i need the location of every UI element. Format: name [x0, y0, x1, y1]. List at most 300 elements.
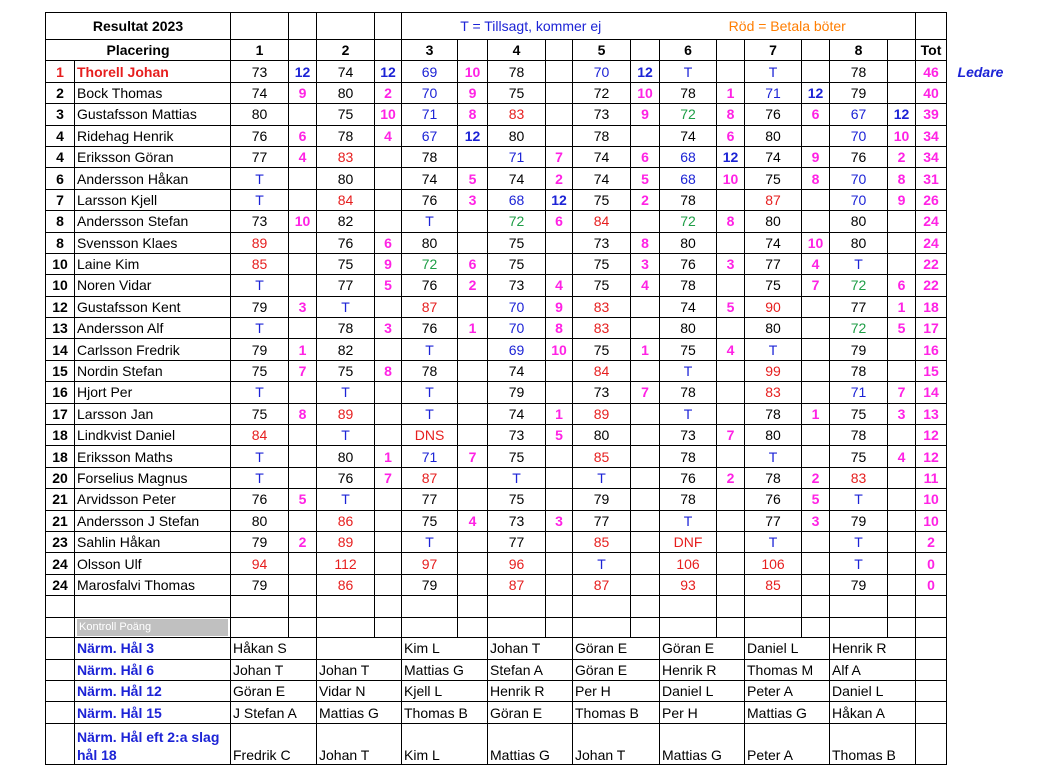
- round-score: 75: [488, 82, 546, 103]
- round-points: 3: [289, 296, 317, 317]
- round-score: 78: [573, 125, 631, 146]
- round-score: 76: [402, 275, 458, 296]
- round-score: 80: [745, 425, 802, 446]
- round-score: 75: [317, 104, 375, 125]
- player-row: [46, 382, 1015, 403]
- round-points: 2: [375, 82, 402, 103]
- closest-to-pin-winner: Thomas B: [402, 702, 488, 723]
- round-score: 74: [573, 146, 631, 167]
- round-score: 74: [660, 296, 717, 317]
- closest-to-pin-row: [46, 659, 1015, 680]
- round-points: [546, 553, 573, 574]
- round-score: 79: [488, 382, 546, 403]
- round-score: 70: [830, 168, 888, 189]
- round-score: 80: [830, 211, 888, 232]
- round-points: [717, 318, 745, 339]
- round-header-4: 4: [488, 40, 546, 61]
- round-score: 67: [830, 104, 888, 125]
- closest-to-pin-winner: [317, 638, 402, 659]
- round-score: T: [573, 467, 631, 488]
- placement: 18: [46, 446, 75, 467]
- round-points: [458, 232, 488, 253]
- round-points: [546, 104, 573, 125]
- round-points: 4: [546, 275, 573, 296]
- round-score: 72: [830, 318, 888, 339]
- round-score: 76: [231, 489, 289, 510]
- round-score: 72: [488, 211, 546, 232]
- round-score: 75: [488, 232, 546, 253]
- placement: 6: [46, 168, 75, 189]
- closest-to-pin-winner: Mattias G: [402, 659, 488, 680]
- round-points: 10: [717, 168, 745, 189]
- total-points: 31: [916, 168, 947, 189]
- closest-to-pin-winner: Håkan A: [830, 702, 916, 723]
- round-points: [458, 211, 488, 232]
- round-points: [717, 360, 745, 381]
- round-score: T: [231, 318, 289, 339]
- round-points: [458, 574, 488, 595]
- round-points: 9: [458, 82, 488, 103]
- round-header-3: 3: [402, 40, 458, 61]
- placement: 16: [46, 382, 75, 403]
- round-points: 10: [802, 232, 830, 253]
- round-score: 94: [231, 553, 289, 574]
- round-score: 87: [745, 189, 802, 210]
- round-points: [458, 403, 488, 424]
- round-points: 1: [375, 446, 402, 467]
- round-score: 72: [830, 275, 888, 296]
- round-score: 80: [488, 125, 546, 146]
- round-points: [631, 296, 660, 317]
- round-score: 73: [660, 425, 717, 446]
- player-row: [46, 168, 1015, 189]
- round-points: [631, 125, 660, 146]
- round-score: T: [660, 360, 717, 381]
- round-points: [546, 61, 573, 82]
- round-points: [717, 232, 745, 253]
- round-score: 83: [573, 318, 631, 339]
- round-points: [458, 531, 488, 552]
- round-score: T: [745, 61, 802, 82]
- player-row: [46, 553, 1015, 574]
- round-points: 8: [289, 403, 317, 424]
- round-score: T: [660, 403, 717, 424]
- round-points: [802, 425, 830, 446]
- closest-to-pin-winner: Mattias G: [488, 723, 573, 764]
- player-row: [46, 82, 1015, 103]
- round-points: [375, 168, 402, 189]
- round-score: 93: [660, 574, 717, 595]
- closest-to-pin-winner: Thomas B: [573, 702, 660, 723]
- round-points: 9: [375, 253, 402, 274]
- round-score: 83: [317, 146, 375, 167]
- round-score: 77: [830, 296, 888, 317]
- round-points: 1: [631, 339, 660, 360]
- total-points: 39: [916, 104, 947, 125]
- round-points: 3: [802, 510, 830, 531]
- round-score: 77: [317, 275, 375, 296]
- round-points: 8: [888, 168, 916, 189]
- round-points: [631, 360, 660, 381]
- round-points: 6: [375, 232, 402, 253]
- total-points: 22: [916, 253, 947, 274]
- total-points: 26: [916, 189, 947, 210]
- round-score: 87: [573, 574, 631, 595]
- round-points: [546, 467, 573, 488]
- closest-to-pin-label: Närm. Hål 6: [75, 659, 231, 680]
- round-score: 84: [317, 189, 375, 210]
- round-score: 78: [660, 446, 717, 467]
- round-score: T: [231, 382, 289, 403]
- round-points: [802, 125, 830, 146]
- round-score: 74: [402, 168, 458, 189]
- round-score: 73: [573, 232, 631, 253]
- round-points: [631, 553, 660, 574]
- round-score: 83: [745, 382, 802, 403]
- round-score: 83: [573, 296, 631, 317]
- round-score: 89: [573, 403, 631, 424]
- round-points: [546, 574, 573, 595]
- round-score: T: [660, 510, 717, 531]
- closest-to-pin-winner: Göran E: [488, 702, 573, 723]
- round-score: 79: [231, 531, 289, 552]
- round-points: 4: [289, 146, 317, 167]
- total-points: 14: [916, 382, 947, 403]
- player-name: Lindkvist Daniel: [75, 425, 231, 446]
- round-score: 78: [402, 146, 458, 167]
- round-header-7: 7: [745, 40, 802, 61]
- round-points: [888, 553, 916, 574]
- round-score: 79: [402, 574, 458, 595]
- blank-row: [46, 596, 1015, 618]
- round-points: [802, 360, 830, 381]
- closest-to-pin-winner: Kjell L: [402, 680, 488, 701]
- player-row: [46, 489, 1015, 510]
- round-points: [289, 574, 317, 595]
- closest-to-pin-winner: Johan T: [231, 659, 317, 680]
- round-score: T: [830, 489, 888, 510]
- round-score: 69: [488, 339, 546, 360]
- round-score: 74: [488, 168, 546, 189]
- round-score: 74: [317, 61, 375, 82]
- player-name: Andersson Alf: [75, 318, 231, 339]
- player-name: Nordin Stefan: [75, 360, 231, 381]
- round-score: 75: [402, 510, 458, 531]
- round-score: 76: [402, 189, 458, 210]
- player-name: Sahlin Håkan: [75, 531, 231, 552]
- total-points: 18: [916, 296, 947, 317]
- total-points: 10: [916, 510, 947, 531]
- round-score: T: [231, 467, 289, 488]
- player-name: Arvidsson Peter: [75, 489, 231, 510]
- player-name: Svensson Klaes: [75, 232, 231, 253]
- round-score: 89: [317, 403, 375, 424]
- placement: 20: [46, 467, 75, 488]
- round-score: 71: [745, 82, 802, 103]
- player-row: [46, 446, 1015, 467]
- round-points: 7: [458, 446, 488, 467]
- placement: 10: [46, 275, 75, 296]
- round-score: 89: [317, 531, 375, 552]
- round-points: 6: [802, 104, 830, 125]
- round-points: [631, 531, 660, 552]
- closest-to-pin-label: Närm. Hål 3: [75, 638, 231, 659]
- round-score: T: [231, 446, 289, 467]
- round-score: 79: [830, 574, 888, 595]
- round-score: T: [317, 489, 375, 510]
- round-score: 73: [573, 104, 631, 125]
- placement: 4: [46, 125, 75, 146]
- round-points: 10: [458, 61, 488, 82]
- round-score: 74: [488, 403, 546, 424]
- round-score: 73: [488, 275, 546, 296]
- round-score: T: [317, 425, 375, 446]
- round-score: 84: [573, 211, 631, 232]
- player-row: [46, 403, 1015, 424]
- round-points: 10: [631, 82, 660, 103]
- round-points: 8: [717, 104, 745, 125]
- round-score: 71: [402, 104, 458, 125]
- round-points: 3: [717, 253, 745, 274]
- round-score: 79: [830, 82, 888, 103]
- round-points: 2: [458, 275, 488, 296]
- round-score: 86: [317, 510, 375, 531]
- player-name: Gustafsson Mattias: [75, 104, 231, 125]
- round-points: [631, 403, 660, 424]
- round-points: [458, 489, 488, 510]
- round-points: 4: [458, 510, 488, 531]
- closest-to-pin-winner: Thomas M: [745, 659, 830, 680]
- round-score: 77: [745, 253, 802, 274]
- player-name: Andersson Stefan: [75, 211, 231, 232]
- closest-to-pin-winner: Peter A: [745, 680, 830, 701]
- round-score: 79: [231, 574, 289, 595]
- total-points: 34: [916, 125, 947, 146]
- round-points: 2: [631, 189, 660, 210]
- player-row: [46, 296, 1015, 317]
- round-points: [888, 253, 916, 274]
- round-points: [289, 232, 317, 253]
- round-score: 76: [745, 104, 802, 125]
- round-points: 9: [888, 189, 916, 210]
- round-score: 78: [317, 125, 375, 146]
- closest-to-pin-winner: Daniel L: [830, 680, 916, 701]
- round-score: 77: [745, 510, 802, 531]
- round-points: [888, 360, 916, 381]
- round-points: [631, 489, 660, 510]
- round-score: 83: [488, 104, 546, 125]
- round-score: 80: [830, 232, 888, 253]
- round-points: 2: [289, 531, 317, 552]
- round-score: 78: [660, 189, 717, 210]
- round-points: 8: [458, 104, 488, 125]
- closest-to-pin-winner: Johan T: [488, 638, 573, 659]
- closest-to-pin-winner: Johan T: [573, 723, 660, 764]
- closest-to-pin-winner: J Stefan A: [231, 702, 317, 723]
- player-name: Andersson J Stefan: [75, 510, 231, 531]
- closest-to-pin-winner: Henrik R: [488, 680, 573, 701]
- round-points: [631, 318, 660, 339]
- round-score: 76: [231, 125, 289, 146]
- round-points: [546, 382, 573, 403]
- round-points: [802, 61, 830, 82]
- round-score: 67: [402, 125, 458, 146]
- round-points: 4: [888, 446, 916, 467]
- round-score: 73: [231, 211, 289, 232]
- round-points: [802, 382, 830, 403]
- placement: 8: [46, 232, 75, 253]
- round-points: 10: [546, 339, 573, 360]
- placement: 21: [46, 489, 75, 510]
- closest-to-pin-row: [46, 680, 1015, 701]
- round-points: [802, 531, 830, 552]
- round-points: 4: [717, 339, 745, 360]
- round-score: 74: [660, 125, 717, 146]
- closest-to-pin-winner: Fredrik C: [231, 723, 317, 764]
- placement: 12: [46, 296, 75, 317]
- round-score: 77: [573, 510, 631, 531]
- player-row: [46, 232, 1015, 253]
- player-row: [46, 61, 1015, 82]
- round-points: [802, 339, 830, 360]
- round-score: 75: [745, 275, 802, 296]
- round-points: [546, 253, 573, 274]
- placement: 14: [46, 339, 75, 360]
- round-points: [631, 425, 660, 446]
- placement: 13: [46, 318, 75, 339]
- round-points: [546, 82, 573, 103]
- round-points: [375, 296, 402, 317]
- round-score: 75: [573, 339, 631, 360]
- player-name: Larsson Jan: [75, 403, 231, 424]
- round-points: 8: [631, 232, 660, 253]
- closest-to-pin-winner: Henrik R: [660, 659, 745, 680]
- placement: 2: [46, 82, 75, 103]
- round-score: T: [402, 339, 458, 360]
- closest-to-pin-winner: Göran E: [573, 638, 660, 659]
- player-row: [46, 253, 1015, 274]
- round-score: 76: [830, 146, 888, 167]
- round-points: 9: [289, 82, 317, 103]
- placement: 24: [46, 574, 75, 595]
- round-score: 79: [231, 296, 289, 317]
- round-points: 7: [631, 382, 660, 403]
- round-points: [802, 574, 830, 595]
- total-points: 13: [916, 403, 947, 424]
- round-points: [546, 446, 573, 467]
- total-points: 34: [916, 146, 947, 167]
- round-score: 78: [317, 318, 375, 339]
- total-points: 12: [916, 425, 947, 446]
- closest-to-pin-winner: Stefan A: [488, 659, 573, 680]
- round-score: T: [745, 531, 802, 552]
- round-score: 75: [488, 489, 546, 510]
- player-row: [46, 125, 1015, 146]
- player-name: Olsson Ulf: [75, 553, 231, 574]
- results-table: [45, 12, 1015, 765]
- placement: 8: [46, 211, 75, 232]
- closest-to-pin-winner: Göran E: [660, 638, 745, 659]
- total-points: 15: [916, 360, 947, 381]
- round-score: T: [231, 275, 289, 296]
- round-score: T: [830, 553, 888, 574]
- round-points: [888, 467, 916, 488]
- total-points: 11: [916, 467, 947, 488]
- round-score: 79: [830, 339, 888, 360]
- round-score: 75: [573, 275, 631, 296]
- round-points: [458, 553, 488, 574]
- total-points: 12: [916, 446, 947, 467]
- round-points: 12: [375, 61, 402, 82]
- round-points: 9: [546, 296, 573, 317]
- round-points: [802, 318, 830, 339]
- total-points: 17: [916, 318, 947, 339]
- round-points: [717, 574, 745, 595]
- legend-red-fine: Röd = Betala böter: [660, 13, 916, 40]
- round-score: 78: [830, 360, 888, 381]
- round-points: [375, 531, 402, 552]
- round-points: 3: [458, 189, 488, 210]
- round-score: 82: [317, 211, 375, 232]
- round-score: 70: [402, 82, 458, 103]
- round-points: 12: [458, 125, 488, 146]
- round-score: T: [660, 61, 717, 82]
- placering-header: Placering: [46, 40, 231, 61]
- player-row: [46, 425, 1015, 446]
- round-score: 71: [830, 382, 888, 403]
- player-name: Andersson Håkan: [75, 168, 231, 189]
- round-score: T: [231, 189, 289, 210]
- round-points: 7: [888, 382, 916, 403]
- round-points: 3: [888, 403, 916, 424]
- round-score: T: [830, 253, 888, 274]
- closest-to-pin-winner: Kim L: [402, 638, 488, 659]
- closest-to-pin-winner: Mattias G: [317, 702, 402, 723]
- round-score: 80: [317, 446, 375, 467]
- player-name: Noren Vidar: [75, 275, 231, 296]
- round-points: 3: [631, 253, 660, 274]
- round-points: [802, 211, 830, 232]
- closest-to-pin-label: Närm. Hål 15: [75, 702, 231, 723]
- placement: 10: [46, 253, 75, 274]
- leader-note: Ledare: [957, 63, 1004, 80]
- round-score: 78: [660, 489, 717, 510]
- round-points: [717, 189, 745, 210]
- round-score: 71: [402, 446, 458, 467]
- round-points: [289, 275, 317, 296]
- player-name: Laine Kim: [75, 253, 231, 274]
- round-points: [631, 467, 660, 488]
- round-points: 7: [546, 146, 573, 167]
- closest-to-pin-label: Närm. Hål 12: [75, 680, 231, 701]
- round-score: 71: [488, 146, 546, 167]
- round-score: 79: [231, 339, 289, 360]
- round-score: 76: [402, 318, 458, 339]
- round-points: [802, 189, 830, 210]
- round-points: [458, 425, 488, 446]
- round-score: 73: [573, 382, 631, 403]
- round-score: 84: [573, 360, 631, 381]
- total-points: 22: [916, 275, 947, 296]
- round-score: 72: [660, 104, 717, 125]
- round-points: [289, 189, 317, 210]
- round-score: 78: [830, 61, 888, 82]
- round-score: 80: [231, 104, 289, 125]
- round-points: 12: [631, 61, 660, 82]
- round-points: [888, 531, 916, 552]
- round-score: 74: [745, 146, 802, 167]
- round-points: 5: [546, 425, 573, 446]
